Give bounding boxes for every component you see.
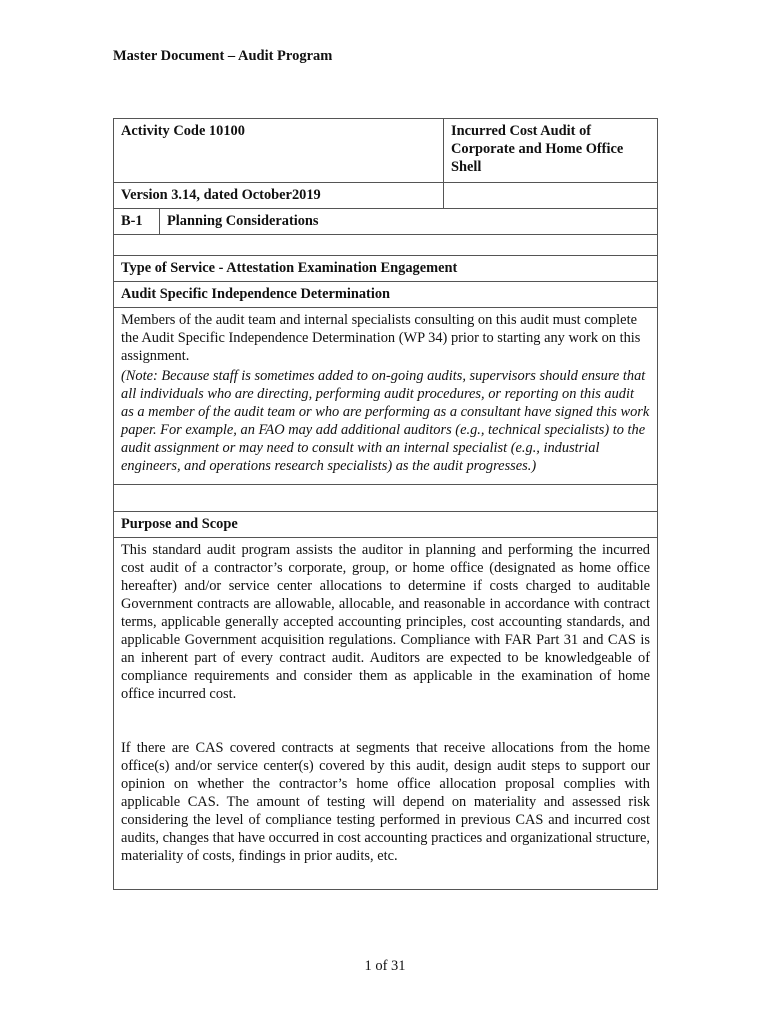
section-title: Planning Considerations — [160, 209, 658, 235]
purpose-body-row — [114, 538, 658, 890]
activity-row — [114, 119, 658, 183]
independence-body: Members of the audit team and internal specialists consulting on this audit must complete the Audit Specific Independence Determination (WP 34) prior to starting any work on this assignment. — [121, 312, 641, 364]
service-type: Type of Service - Attestation Examination Engagement — [114, 256, 658, 282]
independence-body-cell — [114, 308, 658, 485]
purpose-heading: Purpose and Scope — [114, 512, 658, 538]
independence-note: (Note: Because staff is sometimes added to on-going audits, supervisors should ensure that all individuals who are directing, performing audit procedures, or reporting on this audit as a member of the audit team or who are performing as a consultant have signed this work paper. For example, an FAO may add additional auditors (e.g., technical specialists) to the audit assignment or may need to consult with an internal specialist (e.g., industrial engineers, and operations research specialists) as the audit progresses.) — [121, 368, 650, 474]
spacer-row — [114, 485, 658, 512]
spacer-cell — [114, 485, 658, 512]
spacer-cell — [114, 235, 658, 256]
purpose-paragraph-2: If there are CAS covered contracts at segments that receive allocations from the home office(s) and/or service center(s) covered by this audit, design audit steps to support our opinion on whether the contractor’s home office allocation proposal complies with applicable CAS. The amount of testing will depend on materiality and assessed risk considering the level of compliance testing performed in previous CAS and incurred cost audits, changes that have occurred in cost accounting practices and organizational structure, materiality of costs, findings in prior audits, etc. — [121, 740, 650, 864]
page-title: Master Document – Audit Program — [113, 48, 333, 64]
independence-heading: Audit Specific Independence Determination — [114, 282, 658, 308]
audit-program-table — [113, 118, 658, 890]
independence-heading-row — [114, 282, 658, 308]
activity-code: Activity Code 10100 — [114, 119, 444, 183]
spacer-row — [114, 235, 658, 256]
purpose-heading-row — [114, 512, 658, 538]
purpose-paragraph-1: This standard audit program assists the auditor in planning and performing the incurred cost audit of a contractor’s corporate, group, or home office (designated as home office hereafter) and/or service center allocations to determine if costs charged to auditable Government contracts are allowable, allocable, and reasonable in accordance with contract terms, applicable generally accepted accounting principles, cost accounting standards, and applicable Government acquisition regulations. Compliance with FAR Part 31 and CAS is an inherent part of every contract audit. Auditors are expected to be knowledgeable of compliance requirements and consider them as applicable in the examination of home office incurred cost. — [121, 542, 650, 702]
section-row — [114, 209, 658, 235]
purpose-body-cell — [114, 538, 658, 890]
independence-body-row — [114, 308, 658, 485]
version-label: Version 3.14, dated October2019 — [114, 183, 444, 209]
page-number: 1 of 31 — [364, 958, 406, 974]
section-number: B-1 — [114, 209, 160, 235]
service-type-row — [114, 256, 658, 282]
audit-title: Incurred Cost Audit of Corporate and Home Office Shell — [444, 119, 658, 183]
version-row — [114, 183, 658, 209]
version-empty-cell — [444, 183, 658, 209]
